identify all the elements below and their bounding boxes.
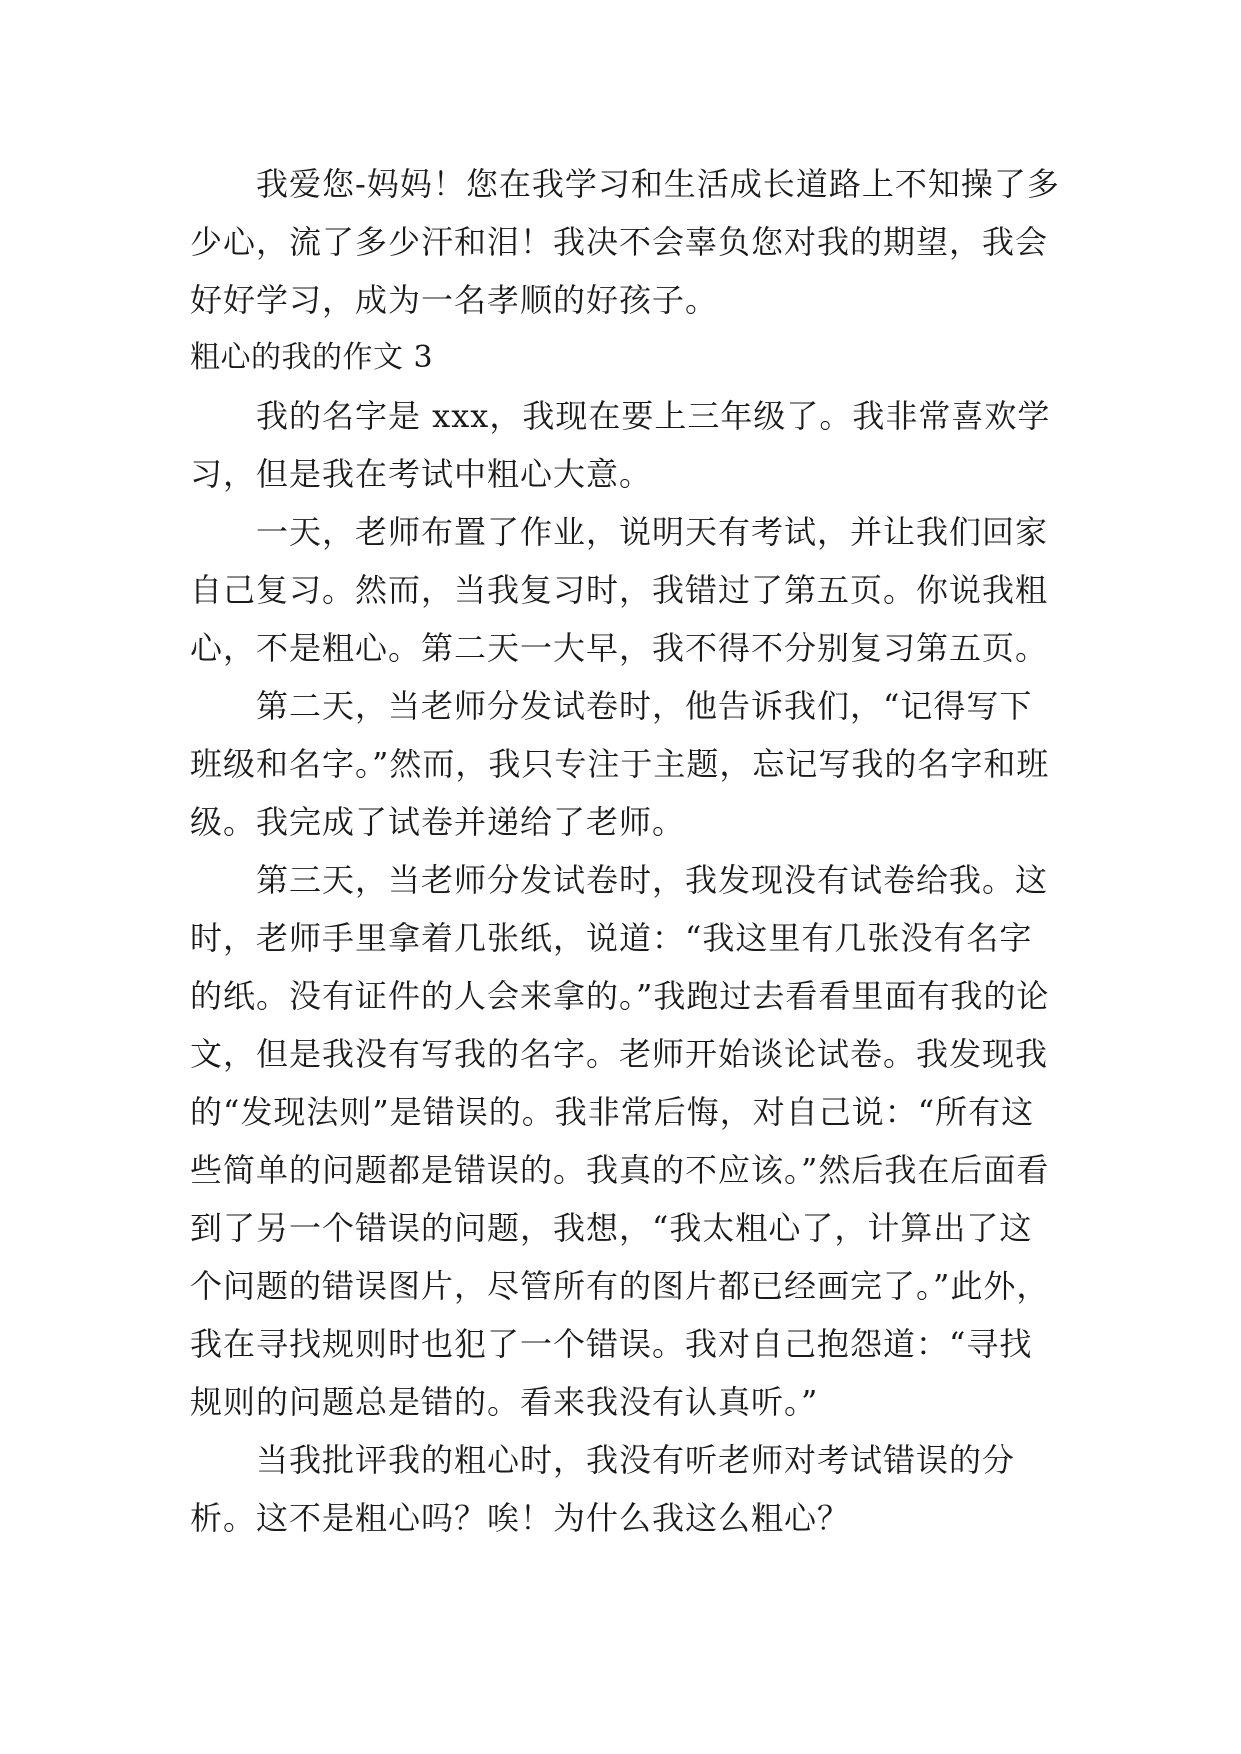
paragraph: 一天，老师布置了作业，说明天有考试，并让我们回家自己复习。然而，当我复习时，我错过了第五页。你说我粗心，不是粗心。第二天一大早，我不得不分别复习第五页。	[190, 513, 1049, 667]
document-body	[190, 155, 1060, 1547]
paragraph: 我的名字是 xxx，我现在要上三年级了。我非常喜欢学习，但是我在考试中粗心大意。	[190, 397, 1051, 493]
paragraph: 当我批评我的粗心时，我没有听老师对考试错误的分析。这不是粗心吗？唉！为什么我这么粗心？	[190, 1441, 1016, 1537]
paragraph: 第三天，当老师分发试卷时，我发现没有试卷给我。这时，老师手里拿着几张纸，说道：“我这里有几张没有名字的纸。没有证件的人会来拿的。”我跑过去看看里面有我的论文，但是我没有写我的名字。老师开始谈论试卷。我发现我的“发现法则”是错误的。我非常后悔，对自己说：“所有这些简单的问题都是错误的。我真的不应该。”然后我在后面看到了另一个错误的问题，我想，“我太粗心了，计算出了这个问题的错误图片，尽管所有的图片都已经画完了。”此外，我在寻找规则时也犯了一个错误。我对自己抱怨道：“寻找规则的问题总是错的。看来我没有认真听。”	[190, 861, 1050, 1421]
paragraph: 第二天，当老师分发试卷时，他告诉我们，“记得写下班级和名字。”然而，我只专注于主题，忘记写我的名字和班级。我完成了试卷并递给了老师。	[190, 687, 1050, 841]
section-title: 粗心的我的作文 3	[190, 340, 434, 375]
paragraph: 我爱您-妈妈！您在我学习和生活成长道路上不知操了多少心，流了多少汗和泪！我决不会辜负您对我的期望，我会好好学习，成为一名孝顺的好孩子。	[190, 165, 1060, 319]
